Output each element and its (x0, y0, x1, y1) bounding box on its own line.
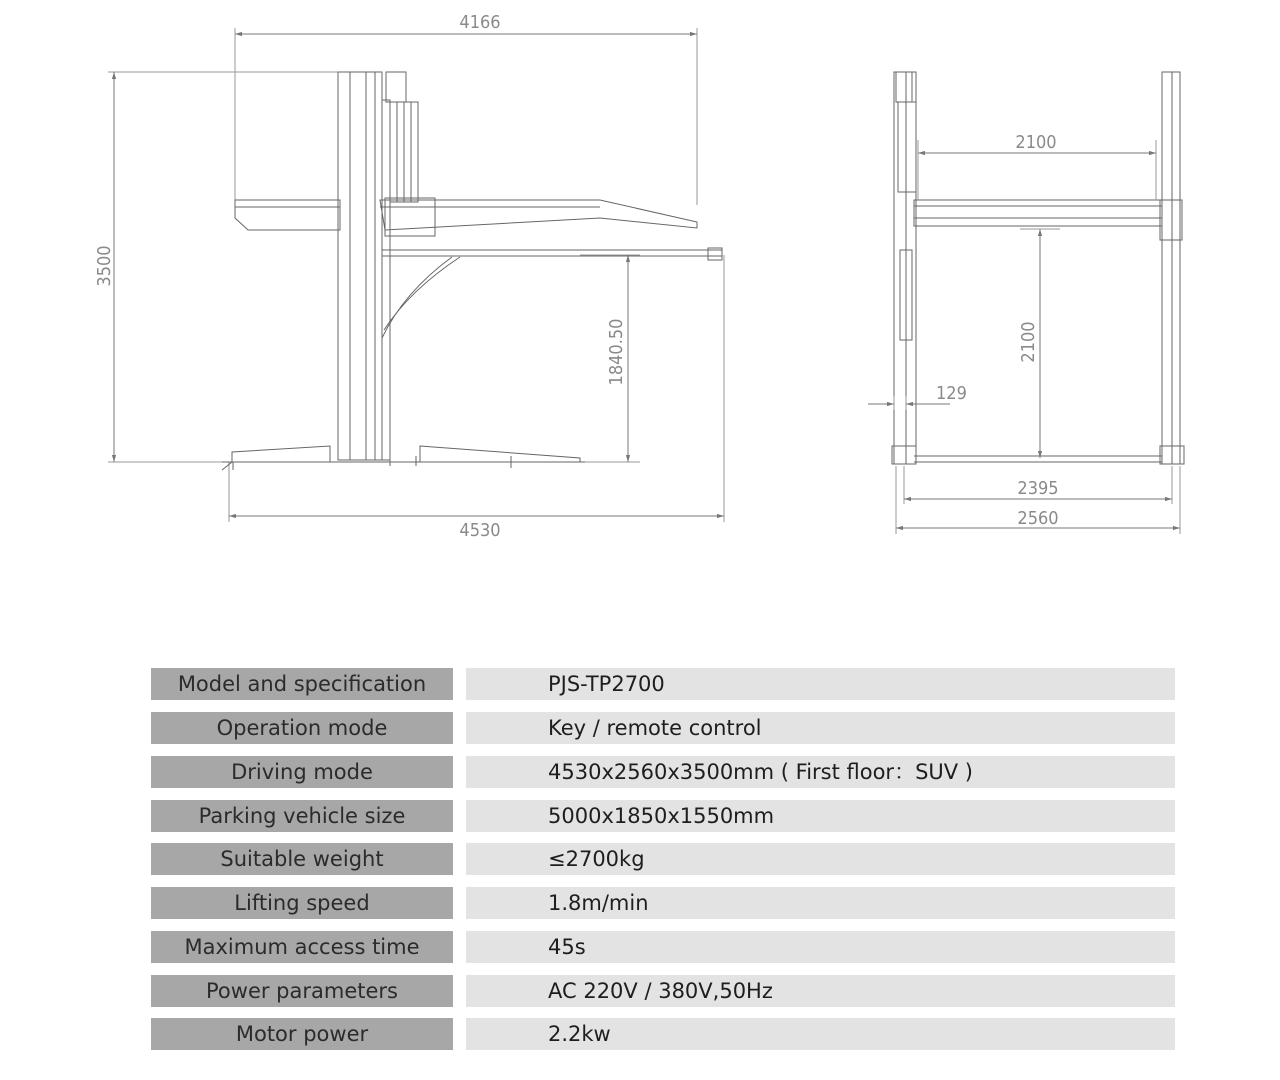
spec-row-driving-mode (151, 756, 1175, 788)
dim-inner-width: 2395 (1017, 478, 1059, 499)
spec-row-motor-power (151, 1018, 1175, 1050)
spec-label: Model and specification (151, 668, 453, 700)
spec-row-lifting-speed (151, 887, 1175, 919)
spec-value: 45s (466, 931, 1175, 963)
spec-value: 2.2kw (466, 1018, 1175, 1050)
spec-value: Key / remote control (466, 712, 1175, 744)
spec-value: PJS-TP2700 (466, 668, 1175, 700)
spec-label: Power parameters (151, 975, 453, 1007)
spec-value: AC 220V / 380V,50Hz (466, 975, 1175, 1007)
dim-platform-width: 2100 (1015, 132, 1057, 153)
dim-overall-length-top: 4166 (459, 12, 501, 33)
spec-label: Parking vehicle size (151, 800, 453, 832)
spec-value: 5000x1850x1550mm (466, 800, 1175, 832)
spec-label: Operation mode (151, 712, 453, 744)
spec-row-power-parameters (151, 975, 1175, 1007)
spec-value: 1.8m/min (466, 887, 1175, 919)
spec-label: Driving mode (151, 756, 453, 788)
dim-post-offset: 129 (936, 383, 967, 404)
dim-platform-clearance: 1840.50 (606, 318, 627, 386)
spec-value: ≤2700kg (466, 843, 1175, 875)
dim-overall-height: 3500 (94, 245, 115, 287)
spec-label: Suitable weight (151, 843, 453, 875)
spec-row-access-time (151, 931, 1175, 963)
dim-overall-width: 2560 (1017, 508, 1059, 529)
spec-value: 4530x2560x3500mm ( First floor：SUV ) (466, 756, 1175, 788)
spec-row-vehicle-size (151, 800, 1175, 832)
side-view-drawing (108, 28, 724, 522)
spec-row-weight (151, 843, 1175, 875)
spec-label: Lifting speed (151, 887, 453, 919)
dim-overall-length-bottom: 4530 (459, 520, 501, 541)
spec-label: Motor power (151, 1018, 453, 1050)
spec-label: Maximum access time (151, 931, 453, 963)
spec-row-operation-mode (151, 712, 1175, 744)
dim-platform-height: 2100 (1018, 321, 1039, 363)
spec-row-model (151, 668, 1175, 700)
